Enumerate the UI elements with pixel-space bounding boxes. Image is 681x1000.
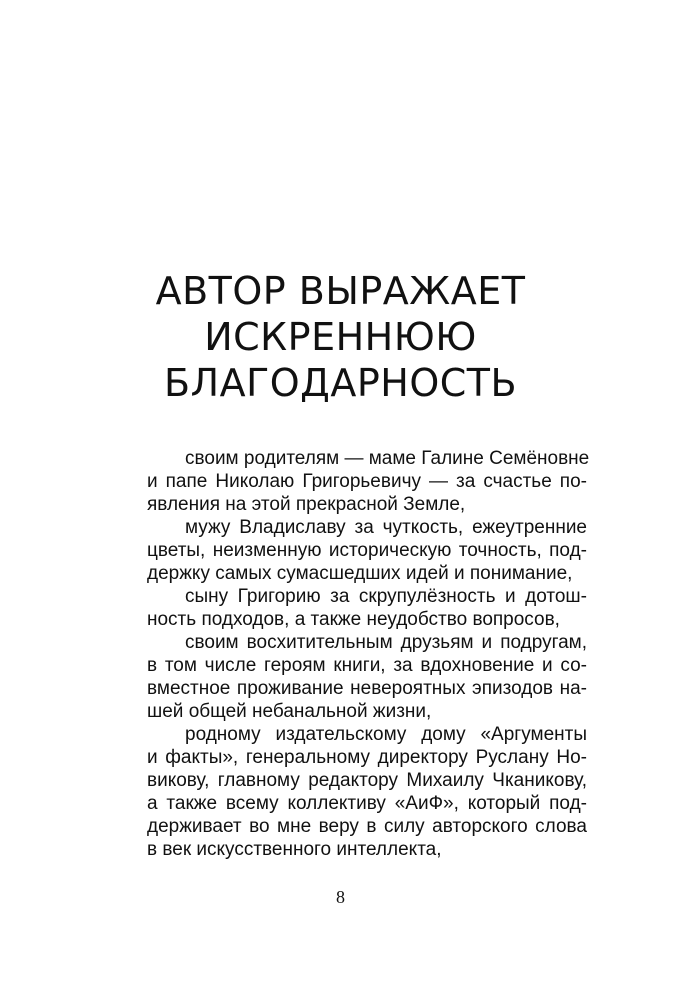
title-line: АВТОР ВЫРАЖАЕТ — [155, 269, 526, 313]
page-number: 8 — [336, 887, 345, 907]
text-line: в том числе героям книги, за вдохновение и со- — [147, 655, 587, 676]
page-title — [0, 268, 681, 406]
text-line: родному издательскому дому «Аргументы — [185, 724, 587, 745]
text-line: вместное проживание невероятных эпизодов на- — [147, 678, 587, 699]
text-line: ность подходов, а также неудобство вопросов, — [147, 609, 560, 630]
text-line: цветы, неизменную историческую точность, под- — [147, 540, 587, 561]
text-line: шей общей небанальной жизни, — [147, 701, 432, 722]
text-line: держивает во мне веру в силу авторского слова — [147, 816, 587, 837]
text-line: своим родителям — маме Галине Семёновне — [185, 448, 590, 469]
acknowledgements-text — [147, 447, 590, 861]
text-line: держку самых сумасшедших идей и понимание, — [147, 563, 573, 584]
text-line: викову, главному редактору Михаилу Чканикову, — [147, 770, 587, 791]
text-line: а также всему коллективу «АиФ», который под- — [147, 793, 587, 814]
text-line: явления на этой прекрасной Земле, — [147, 494, 466, 515]
text-line: сыну Григорию за скрупулёзность и дотош- — [185, 586, 587, 607]
text-line: своим восхитительным друзьям и подругам, — [185, 632, 587, 653]
text-line: и факты», генеральному директору Руслану Но- — [147, 747, 587, 768]
text-line: мужу Владиславу за чуткость, ежеутренние — [185, 517, 587, 538]
text-line: в век искусственного интеллекта, — [147, 839, 442, 860]
title-line: ИСКРЕННЮЮ — [204, 315, 477, 359]
title-line: БЛАГОДАРНОСТЬ — [163, 361, 518, 405]
text-line: и папе Николаю Григорьевичу — за счастье по- — [147, 471, 587, 492]
